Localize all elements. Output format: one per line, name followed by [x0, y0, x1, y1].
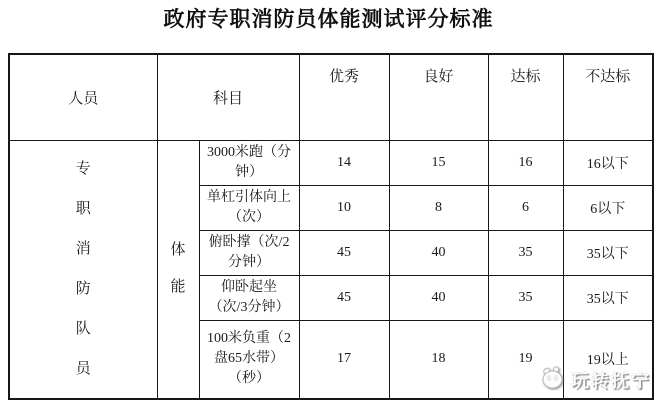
col-header-personnel: 人员	[9, 54, 157, 140]
excellent-value: 45	[299, 230, 389, 275]
good-value: 15	[389, 140, 488, 185]
pass-value: 6	[488, 185, 563, 230]
subject-group-label: 体能	[170, 242, 186, 296]
item-name-cell: 100米负重（2盘65水带）（秒）	[199, 320, 299, 399]
excellent-value: 14	[299, 140, 389, 185]
col-header-fail: 不达标	[563, 54, 653, 140]
page-title: 政府专职消防员体能测试评分标准	[163, 7, 494, 31]
col-header-pass: 达标	[488, 54, 563, 140]
table-row	[9, 140, 653, 185]
good-value: 40	[389, 230, 488, 275]
personnel-group-cell	[9, 140, 157, 399]
table-header-row	[9, 54, 653, 140]
subject-group-cell	[157, 140, 199, 399]
item-name-cell: 俯卧撑（次/2分钟）	[199, 230, 299, 275]
pass-value: 16	[488, 140, 563, 185]
good-value: 40	[389, 275, 488, 320]
col-header-good: 良好	[389, 54, 488, 140]
excellent-value: 17	[299, 320, 389, 399]
fail-value: 6以下	[563, 185, 653, 230]
good-value: 18	[389, 320, 488, 399]
pass-value: 35	[488, 275, 563, 320]
score-table	[8, 53, 654, 400]
item-name-cell: 仰卧起坐（次/3分钟）	[199, 275, 299, 320]
personnel-group-label: 专职消防队员	[75, 161, 91, 378]
fail-value: 35以下	[563, 230, 653, 275]
fail-value: 19以上	[563, 320, 653, 399]
pass-value: 35	[488, 230, 563, 275]
pass-value: 19	[488, 320, 563, 399]
excellent-value: 10	[299, 185, 389, 230]
item-name-cell: 3000米跑（分钟）	[199, 140, 299, 185]
fail-value: 35以下	[563, 275, 653, 320]
item-name-cell: 单杠引体向上（次）	[199, 185, 299, 230]
fail-value: 16以下	[563, 140, 653, 185]
good-value: 8	[389, 185, 488, 230]
col-header-excellent: 优秀	[299, 54, 389, 140]
watermark-text: 玩转抚宁	[571, 371, 651, 391]
col-header-subject: 科目	[157, 54, 299, 140]
excellent-value: 45	[299, 275, 389, 320]
